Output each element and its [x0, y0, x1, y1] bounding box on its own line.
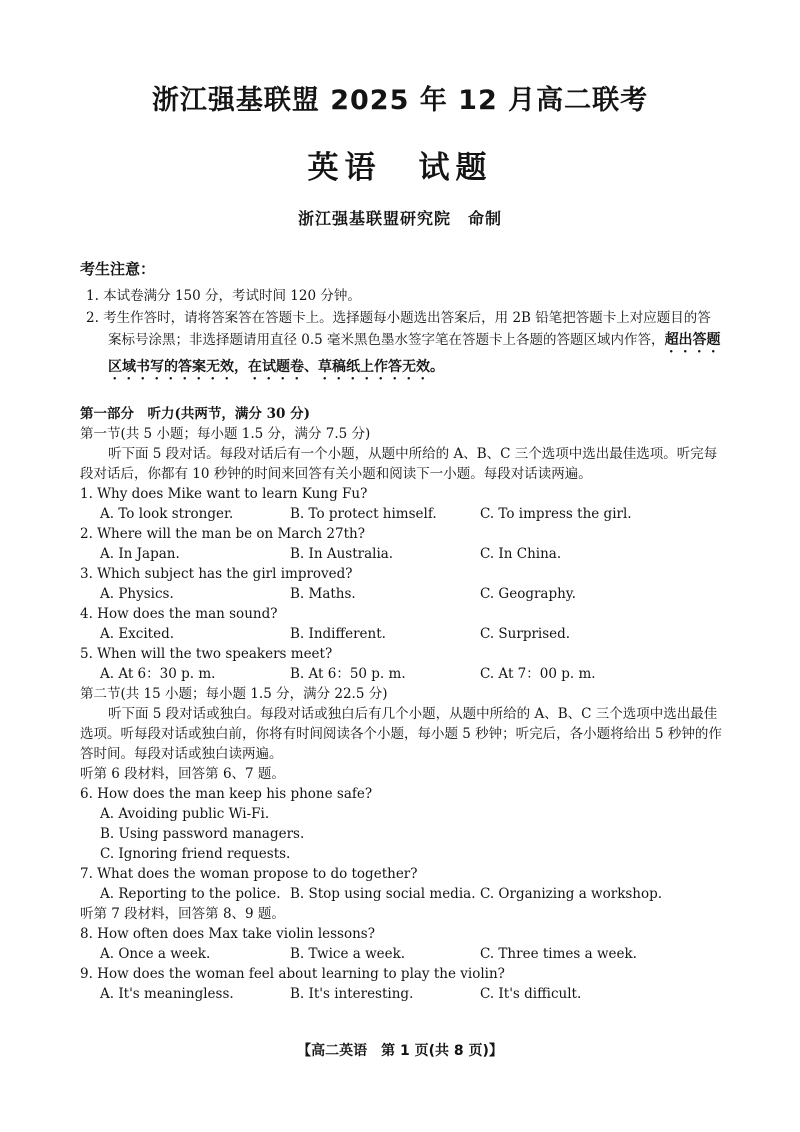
question-options: [80, 504, 724, 524]
maker-line: 浙江强基联盟研究院 命制: [297, 209, 502, 228]
exam-title: 浙江强基联盟 2025 年 12 月高二联考: [151, 85, 649, 116]
option-b: B. Maths.: [290, 586, 356, 602]
page-footer: 【高二英语 第 1 页(共 8 页)】: [297, 1043, 503, 1059]
question-stem: 2. Where will the man be on March 27th?: [80, 526, 365, 542]
material-6-instruction: 听第 6 段材料，回答第 6、7 题。: [80, 766, 285, 782]
option-b: B. In Australia.: [290, 546, 394, 562]
option-c: C. Surprised.: [480, 626, 571, 642]
option-c: C. In China.: [480, 546, 562, 562]
option-c: C. Organizing a workshop.: [480, 886, 663, 902]
option-a: A. Excited.: [100, 626, 175, 642]
subject-title: 英语 试题: [307, 150, 493, 186]
question-stem: 9. How does the woman feel about learning to play the violin?: [80, 966, 505, 982]
section2-title: 第二节(共 15 小题；每小题 1.5 分，满分 22.5 分): [80, 686, 388, 702]
section1-title: 第一节(共 5 小题；每小题 1.5 分，满分 7.5 分): [80, 426, 371, 442]
option-b: B. To protect himself.: [290, 506, 437, 522]
option-c: C. Ignoring friend requests.: [100, 846, 291, 862]
option-b: B. Indifferent.: [290, 626, 386, 642]
question-options: [80, 884, 724, 904]
option-b: B. Stop using social media.: [290, 886, 476, 902]
question-options: [80, 584, 724, 604]
notice-item-2: [80, 307, 724, 383]
notice-title: 考生注意：: [80, 260, 156, 278]
section2-instructions: 听下面 5 段对话或独白。每段对话或独白后有几个小题，从题中所给的 A、B、C 三个选项中选出最佳选项。听每段对话或独白前，你将有时间阅读各个小题，每小题 5 秒钟；听完后，各小题将给出 5 秒钟的作答时间。每段对话或独白读两遍。: [80, 706, 722, 762]
notice-item-1: 1. 本试卷满分 150 分，考试时间 120 分钟。: [86, 288, 361, 304]
question-stem: 5. When will the two speakers meet?: [80, 646, 333, 662]
option-a: A. It's meaningless.: [100, 986, 234, 1002]
question-stem: 7. What does the woman propose to do together?: [80, 866, 418, 882]
option-b: B. At 6：50 p. m.: [290, 666, 406, 682]
listening-part: [80, 404, 724, 1004]
option-a: A. At 6：30 p. m.: [100, 666, 216, 682]
notice-item-2-text: 2. 考生作答时，请将答案答在答题卡上。选择题每小题选出答案后，用 2B 铅笔把答题卡上对应题目的答案标号涂黑；非选择题请用直径 0.5 毫米黑色墨水签字笔在答题卡上各题的答题区域内作答，: [86, 310, 711, 348]
candidate-notice: [80, 258, 724, 383]
part-title: 第一部分 听力(共两节，满分 30 分): [80, 406, 310, 422]
option-a: A. In Japan.: [100, 546, 180, 562]
option-c: C. Geography.: [480, 586, 576, 602]
option-b: B. Twice a week.: [290, 946, 406, 962]
question-options: [80, 944, 724, 964]
question-options: [80, 664, 724, 684]
material-7-instruction: 听第 7 段材料，回答第 8、9 题。: [80, 906, 285, 922]
section1-instructions: 听下面 5 段对话。每段对话后有一个小题，从题中所给的 A、B、C 三个选项中选出最佳选项。听完每段对话后，你都有 10 秒钟的时间来回答有关小题和阅读下一小题。每段对话读两遍。: [80, 446, 718, 482]
notice-item-2-emphasis: 超出答题区域书写的答案无效，在试题卷、草稿纸上作答无效。: [108, 332, 721, 375]
question-stem: 6. How does the man keep his phone safe?: [80, 786, 373, 802]
question-options: [80, 544, 724, 564]
option-a: A. Reporting to the police.: [100, 886, 281, 902]
option-a: A. Once a week.: [100, 946, 211, 962]
question-stem: 1. Why does Mike want to learn Kung Fu?: [80, 486, 368, 502]
option-b: B. Using password managers.: [100, 826, 305, 842]
option-c: C. At 7：00 p. m.: [480, 666, 596, 682]
question-options: [80, 984, 724, 1004]
question-stem: 4. How does the man sound?: [80, 606, 278, 622]
option-c: C. To impress the girl.: [480, 506, 632, 522]
question-options: [80, 624, 724, 644]
option-c: C. Three times a week.: [480, 946, 637, 962]
option-a: A. Avoiding public Wi-Fi.: [100, 806, 270, 822]
option-c: C. It's difficult.: [480, 986, 582, 1002]
option-b: B. It's interesting.: [290, 986, 414, 1002]
question-stem: 8. How often does Max take violin lessons?: [80, 926, 375, 942]
question-stem: 3. Which subject has the girl improved?: [80, 566, 353, 582]
option-a: A. To look stronger.: [100, 506, 234, 522]
option-a: A. Physics.: [100, 586, 174, 602]
